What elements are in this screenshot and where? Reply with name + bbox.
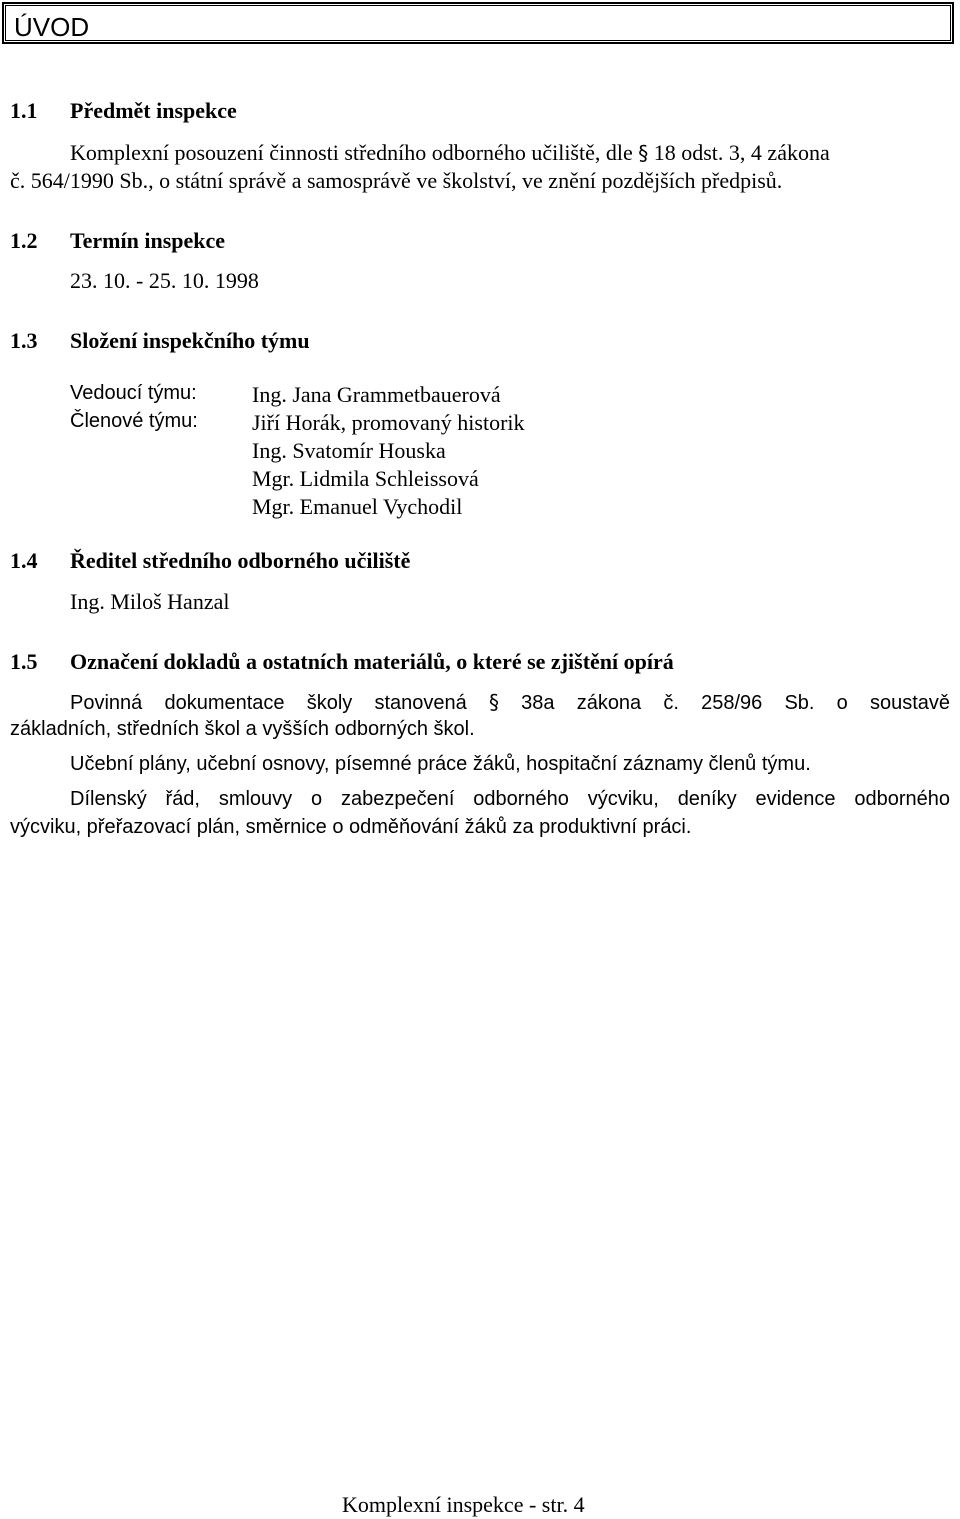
section-1-1-number: 1.1 <box>10 98 38 123</box>
title-box <box>2 2 954 44</box>
section-1-1-line2: č. 564/1990 Sb., o státní správě a samosprávě ve školství, ve znění pozdějších předpisů. <box>10 168 783 193</box>
documents-paragraph-3-line2: výcviku, přeřazovací plán, směrnice o odměňování žáků za produktivní práci. <box>10 816 692 838</box>
documents-paragraph-1-a: Povinná dokumentace školy stanovená <box>70 692 467 714</box>
section-1-5-number: 1.5 <box>10 649 38 674</box>
section-1-3-number: 1.3 <box>10 328 38 353</box>
section-1-1-line1-b: 18 odst. 3, 4 zákona <box>653 140 830 165</box>
team-member-name: Mgr. Lidmila Schleissová <box>252 466 479 491</box>
page-title: ÚVOD <box>14 12 90 42</box>
section-sign-icon: § <box>638 141 649 165</box>
section-1-1-line1-a: Komplexní posouzení činnosti středního odborného učiliště, dle <box>70 140 633 165</box>
section-1-1-heading: Předmět inspekce <box>70 98 237 123</box>
team-member-name: Ing. Jana Grammetbauerová <box>252 382 501 407</box>
inspection-dates: 23. 10. - 25. 10. 1998 <box>70 268 259 293</box>
section-1-3-heading: Složení inspekčního týmu <box>70 328 310 353</box>
team-leader-label: Vedoucí týmu: <box>70 382 197 404</box>
section-1-4-number: 1.4 <box>10 548 38 573</box>
documents-paragraph-1-b: 38a zákona č. 258/96 Sb. o soustavě <box>521 692 951 714</box>
documents-paragraph-2: Učební plány, učební osnovy, písemné práce žáků, hospitační záznamy členů týmu. <box>70 753 811 775</box>
page-footer: Komplexní inspekce - str. 4 <box>342 1492 585 1517</box>
section-1-2-heading: Termín inspekce <box>70 228 226 253</box>
team-members-label: Členové týmu: <box>70 410 198 432</box>
section-1-4-heading: Ředitel středního odborného učiliště <box>70 548 411 573</box>
director-name: Ing. Miloš Hanzal <box>70 589 230 614</box>
documents-paragraph-3-line1: Dílenský řád, smlouvy o zabezpečení odborného výcviku, deníky evidence odborného <box>70 788 950 810</box>
section-1-2-number: 1.2 <box>10 228 38 253</box>
team-member-name: Jiří Horák, promovaný historik <box>252 410 525 435</box>
team-member-name: Ing. Svatomír Houska <box>252 438 446 463</box>
section-1-1-line1 <box>70 140 830 166</box>
team-member-name: Mgr. Emanuel Vychodil <box>252 494 463 519</box>
section-1-5-heading: Označení dokladů a ostatních materiálů, o které se zjištění opírá <box>70 649 674 674</box>
section-sign-icon: § <box>488 690 499 714</box>
documents-paragraph-1-line1 <box>70 690 950 715</box>
documents-paragraph-1-line2: základních, středních škol a vyšších odborných škol. <box>10 718 475 740</box>
